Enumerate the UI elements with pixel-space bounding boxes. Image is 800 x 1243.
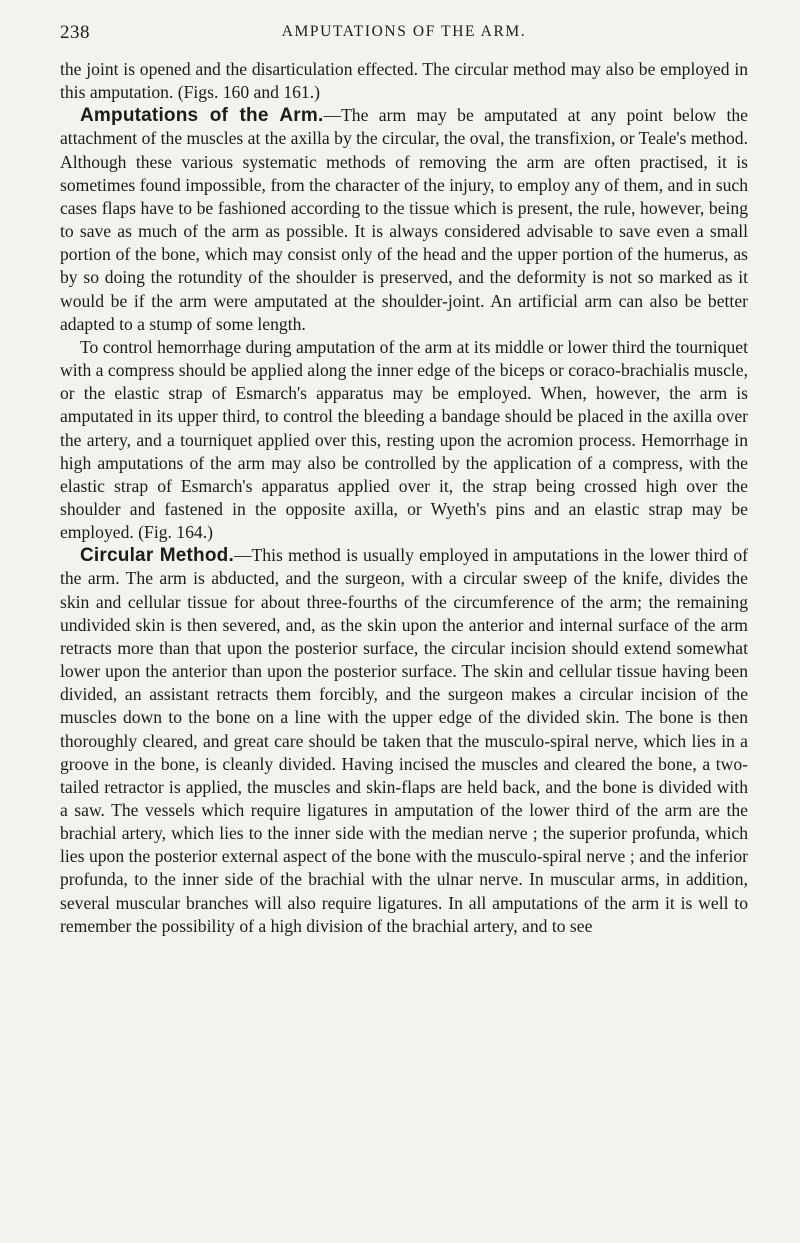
paragraph-text: —This method is usually employed in amputations in the lower third of the arm. The arm is abducted, and the surgeon, with a circular sweep of the knife, divides the skin and cellular tissue for about three-fourths of the circumference of the arm; the remaining undivided skin is then severed, and, as the skin upon the anterior and internal surface of the arm retracts more than that upon the posterior surface, the circular incision should extend somewhat lower upon the anterior than upon the posterior surface. The skin and cellular tissue having been divided, an assistant retracts them forcibly, and the surgeon makes a circular incision of the muscles down to the bone on a line with the upper edge of the divided skin. The bone is then thoroughly cleared, and great care should be taken that the musculo-spiral nerve, which lies in a groove in the bone, is cleanly divided. Having incised the muscles and cleared the bone, a two-tailed retractor is applied, the muscles and skin-flaps are held back, and the bone is divided with a saw. The vessels which require ligatures in amputation of the lower third of the arm are the brachial artery, which lies to the inner side with the median nerve ; the superior profunda, which lies upon the posterior external aspect of the bone with the musculo-spiral nerve ; and the inferior profunda, to the inner side of the brachial with the ulnar nerve. In muscular arms, in addition, several muscular branches will also require ligatures. In all amputations of the arm it is well to remember the possibility of a high division of the brachial artery, and to see <box>60 545 748 936</box>
running-title: AMPUTATIONS OF THE ARM. <box>281 23 527 40</box>
section-heading: Amputations of the Arm. <box>80 105 324 127</box>
paragraph-text: To control hemorrhage during amputation of the arm at its middle or lower third the tourniquet with a compress should be applied along the inner edge of the biceps or coraco-brachialis muscle, or the elastic strap of Esmarch's apparatus may be employed. When, however, the arm is amputated in its upper third, to control the bleeding a bandage should be placed in the axilla over the artery, and a tourniquet applied over this, resting upon the acromion process. Hemorrhage in high amputations of the arm may also be controlled by the application of a compress, with the elastic strap of Esmarch's apparatus applied over it, the strap being crossed high over the shoulder and fastened in the opposite axilla, or Wyeth's pins and an elastic strap may be employed. (Fig. 164.) <box>60 336 748 543</box>
paragraph-text: —The arm may be amputated at any point below the attachment of the muscles at the axilla by the circular, the oval, the transfixion, or Teale's method. Although these various systematic methods of removing the arm are often practised, it is sometimes found impossible, from the character of the injury, to employ any of them, and in such cases flaps have to be fashioned according to the tissue which is present, the rule, however, being to save as much of the arm as possible. It is always considered advisable to save even a small portion of the bone, which may consist only of the head and the upper portion of the humerus, as by so doing the rotundity of the shoulder is preserved, and the deformity is not so marked as it would be if the arm were amputated at the shoulder-joint. An artificial arm can also be better adapted to a stump of some length. <box>60 105 748 334</box>
section-heading: Circular Method. <box>80 545 234 567</box>
paragraph-circular-method <box>60 544 748 938</box>
page-number: 238 <box>60 22 90 43</box>
running-head <box>60 18 748 58</box>
paragraph-hemorrhage-control <box>60 336 748 544</box>
paragraph-continuation <box>60 58 748 104</box>
paragraph-amputations-of-the-arm <box>60 104 748 336</box>
paragraph-text: the joint is opened and the disarticulation effected. The circular method may also be employed in this amputation. (Figs. 160 and 161.) <box>60 59 748 103</box>
body-text <box>60 58 748 938</box>
